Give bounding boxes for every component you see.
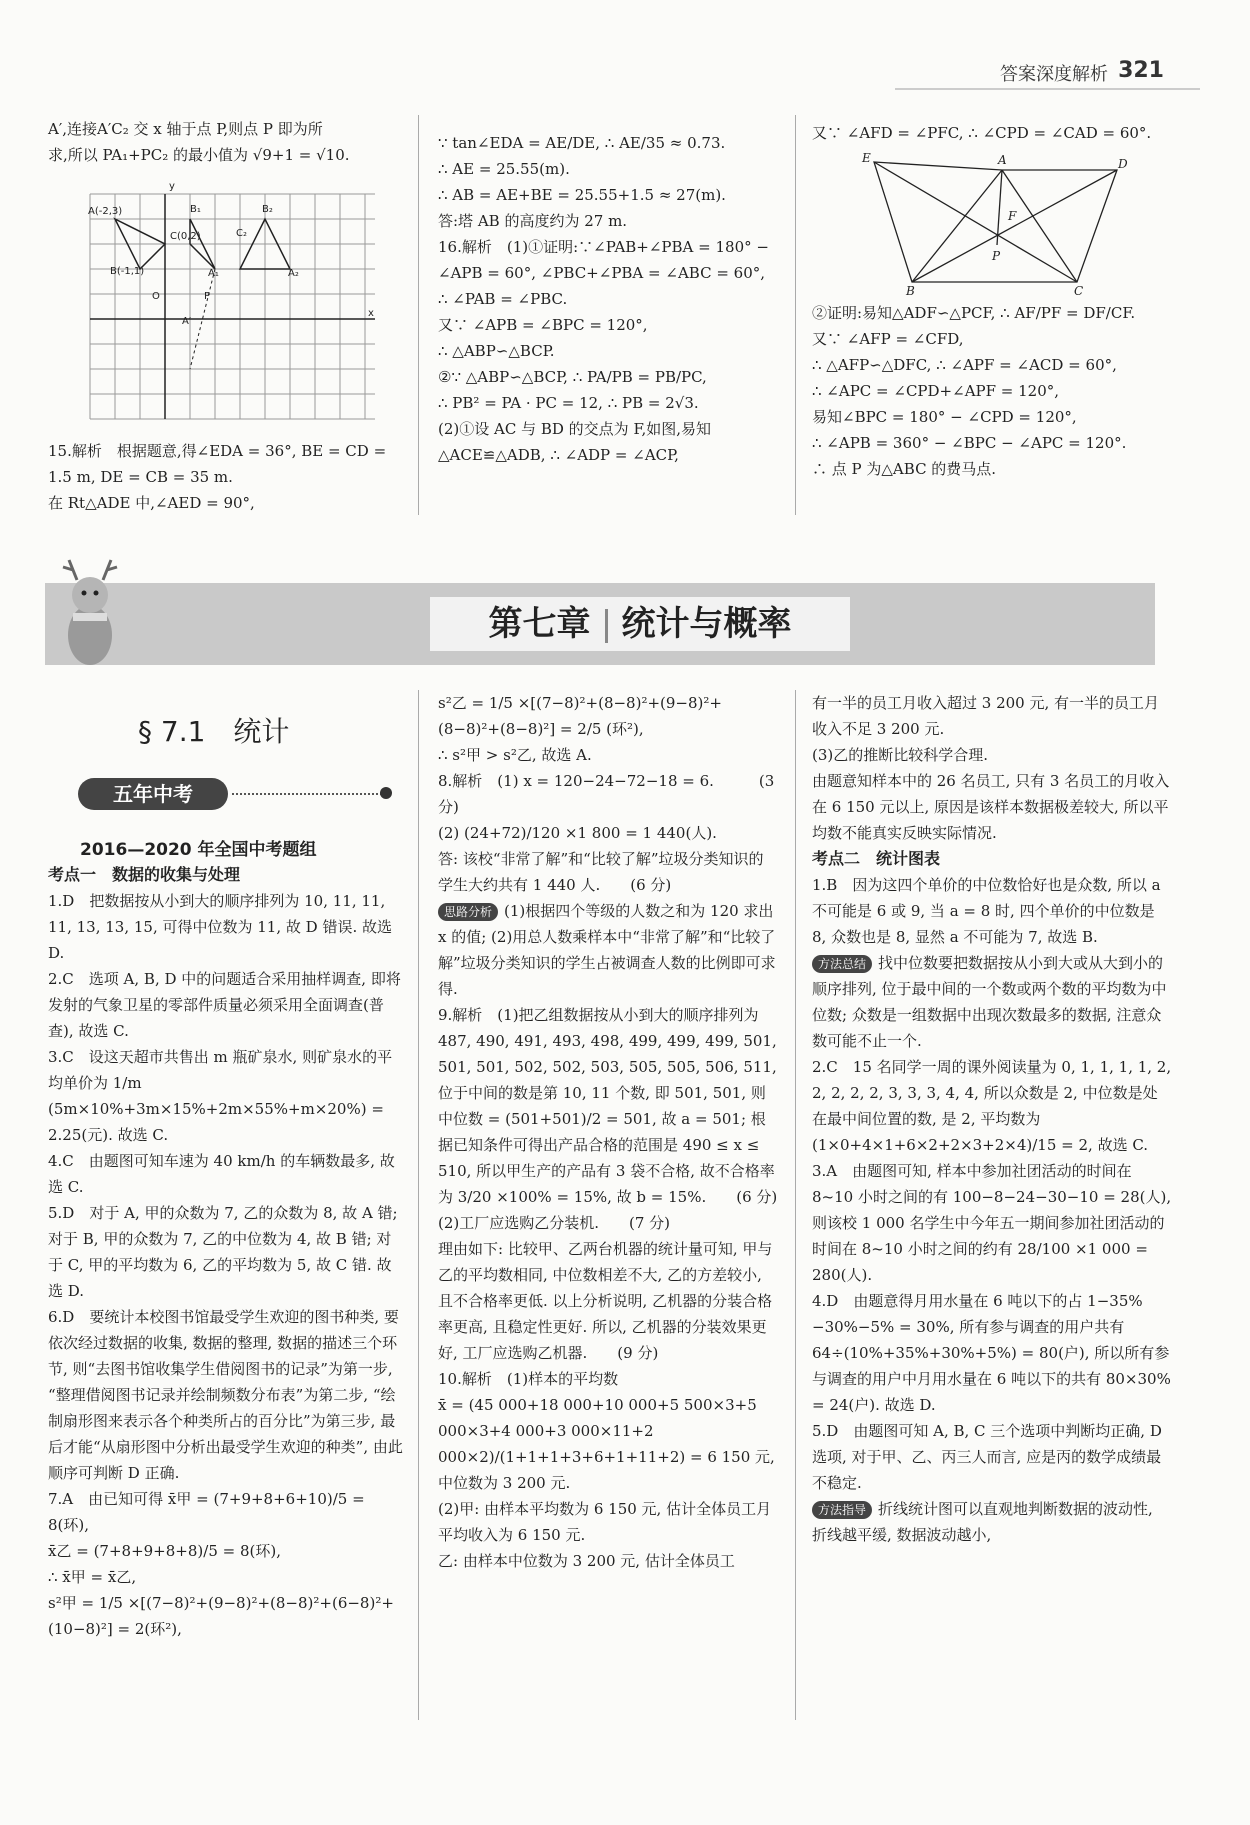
text-line: ∴ 点 P 为△ABC 的费马点.: [812, 460, 997, 478]
answer-text: 1.D 把数据按从小到大的顺序排列为 10, 11, 11, 11, 13, 13, 15, 可得中位数为 11, 故 D 错误. 故选 D.: [48, 892, 397, 962]
text-line: ∴ AE = 25.55(m).: [438, 160, 570, 178]
answer-text: 折线统计图可以直观地判断数据的波动性, 折线越平缓, 数据波动越小,: [812, 1500, 1158, 1544]
answer-paragraph: [812, 742, 1172, 768]
fig2-label: E: [862, 151, 871, 165]
text-line: 易知∠BPC = 180° − ∠CPD = 120°,: [812, 408, 1077, 426]
answer-text: 1.B 因为这四个单价的中位数恰好也是众数, 所以 a 不可能是 6 或 9, 当 a = 8 时, 四个单价的中位数是 8, 众数也是 8, 显然 a 不可能为 7, 故选 B.: [812, 876, 1166, 946]
answer-paragraph: [438, 768, 778, 820]
answer-text: 乙: 由样本中位数为 3 200 元, 估计全体员工: [438, 1552, 735, 1570]
deer-mascot-icon: [55, 555, 125, 670]
answer-text: 有一半的员工月收入超过 3 200 元, 有一半的员工月收入不足 3 200 元.: [812, 694, 1160, 738]
page-number: 321: [1118, 58, 1164, 83]
coordinate-grid-figure: [88, 181, 375, 419]
answer-text: (2)甲: 由样本平均数为 6 150 元, 估计全体员工月平均收入为 6 150 元.: [438, 1500, 772, 1544]
fig2-label: A: [998, 153, 1007, 167]
note-tag: 方法总结: [812, 955, 872, 973]
text-line: (2)①设 AC 与 BD 的交点为 F,如图,易知: [438, 420, 712, 438]
note-tag: 方法指导: [812, 1501, 872, 1519]
chapter-label: 第七章: [488, 604, 591, 644]
answer-text: 5.D 对于 A, 甲的众数为 7, 乙的众数为 8, 故 A 错; 对于 B, 甲的众数为 7, 乙的中位数为 4, 故 B 错; 对于 C, 甲的平均数为 6, 乙的平均数为 5, 故 C 错. 故选 D.: [48, 1204, 403, 1300]
text-line: ∴ △ABP∽△BCP.: [438, 342, 555, 360]
exam-group-title: 2016—2020 年全国中考题组: [80, 840, 317, 860]
answer-text: (1)根据四个等级的人数之和为 120 求出 x 的值; (2)用总人数乘样本中“非常了解”和“比较了解”垃圾分类知识的学生占被调查人数的比例即可求得.: [438, 902, 779, 998]
answer-paragraph: [48, 1590, 403, 1642]
answer-paragraph: [438, 1002, 782, 1210]
top-column-3: [812, 120, 1172, 146]
answer-text: 3.C 设这天超市共售出 m 瓶矿泉水, 则矿泉水的平均单价为 1/m (5m×10%+3m×15%+2m×55%+m×20%) = 2.25(元). 故选 C.: [48, 1048, 393, 1144]
fig1-label: x: [368, 308, 374, 319]
answer-text: 5.D 由题图可知 A, B, C 三个选项中判断均正确, D 选项, 对于甲、乙、丙三人而言, 应是丙的数学成绩最不稳定.: [812, 1422, 1167, 1492]
answer-paragraph: [48, 1044, 403, 1148]
five-year-exam-badge: 五年中考: [78, 778, 228, 810]
bottom-column-2: [438, 690, 782, 1574]
text-line: ②证明:易知△ADF∽△PCF, ∴ AF/PF = DF/CF.: [812, 304, 1136, 322]
answer-paragraph: [812, 950, 1172, 1054]
fig2-label: D: [1118, 157, 1128, 171]
fig2-label: P: [992, 249, 1001, 263]
answer-paragraph: [812, 768, 1172, 846]
title-separator: [605, 609, 608, 643]
text-line: ∠APB = 60°, ∠PBC+∠PBA = ∠ABC = 60°,: [438, 264, 766, 282]
text-line: ∴ ∠PAB = ∠PBC.: [438, 290, 568, 308]
answer-text: 4.D 由题意得月用水量在 6 吨以下的占 1−35%−30%−5% = 30%, 所有参与调查的用户共有 64÷(10%+35%+30%+5%) = 80(户), 所以所有参与调查的用户中月用水量在 6 吨以下的共有 80×30% = 24(户). 故选 D.: [812, 1292, 1176, 1414]
text-line: 15.解析 根据题意,得∠EDA = 36°, BE = CD =: [48, 442, 387, 460]
answer-text: ∴ s²甲 > s²乙, 故选 A.: [438, 746, 592, 764]
header-rule: [895, 88, 1200, 90]
note-tag: 思路分析: [438, 903, 498, 921]
fig1-label: A(-2,3): [88, 206, 123, 217]
answer-paragraph: [48, 1304, 403, 1486]
fig1-label: C(0,2): [170, 231, 201, 242]
answer-text: s²乙 = 1/5 ×[(7−8)²+(8−8)²+(9−8)²+(8−8)²+(8−8)²] = 2/5 (环²),: [438, 694, 722, 738]
answer-paragraph: [48, 1564, 403, 1590]
text-line: ∵ tan∠EDA = AE/DE, ∴ AE/35 ≈ 0.73.: [438, 134, 726, 152]
answer-text: (2)工厂应选购乙分装机. (7 分): [438, 1214, 671, 1232]
text-line: A′,连接A′C₂ 交 x 轴于点 P,则点 P 即为所: [48, 120, 323, 138]
fig2-label: C: [1074, 284, 1084, 298]
fig1-label: B₂: [262, 204, 273, 215]
answer-paragraph: [812, 1054, 1176, 1158]
fig1-label: O: [152, 291, 160, 302]
answer-paragraph: [48, 888, 403, 966]
text-line: 1.5 m, DE = CB = 35 m.: [48, 468, 233, 486]
answer-text: 7.A 由已知可得 x̄甲 = (7+9+8+6+10)/5 = 8(环),: [48, 1490, 370, 1534]
answer-text: 答: 该校“非常了解”和“比较了解”垃圾分类知识的学生大约共有 1 440 人. (6 分): [438, 850, 764, 894]
answer-paragraph: [438, 1548, 778, 1574]
answer-paragraph: [438, 1496, 778, 1548]
text-line: ∴ △AFP∽△DFC, ∴ ∠APF = ∠ACD = 60°,: [812, 356, 1117, 374]
bottom-column-1: [48, 862, 403, 1642]
badge-dotted-line: [232, 793, 382, 795]
answer-text: x̄ = (45 000+18 000+10 000+5 500×3+5 000×3+4 000+3 000×11+2 000×2)/(1+1+1+3+6+1+11+2) = 6 150 元, 中位数为 3 200 元.: [438, 1396, 780, 1492]
fig2-label: F: [1008, 209, 1017, 223]
answer-paragraph: [812, 1418, 1172, 1496]
section-title: § 7.1 统计: [138, 715, 290, 748]
answer-text: 10.解析 (1)样本的平均数: [438, 1370, 619, 1388]
text-line: ②∵ △ABP∽△BCP, ∴ PA/PB = PB/PC,: [438, 368, 707, 386]
text-line: ∴ ∠APC = ∠CPD+∠APF = 120°,: [812, 382, 1060, 400]
answer-paragraph: [812, 690, 1172, 742]
fig1-label: A₁: [208, 268, 219, 279]
chapter-name: 统计与概率: [621, 604, 792, 644]
answer-paragraph: [812, 1158, 1176, 1288]
answer-paragraph: [812, 1496, 1172, 1548]
topic-heading: 考点一 数据的收集与处理: [48, 865, 241, 884]
fig1-label: B₁: [190, 204, 201, 215]
answer-paragraph: [438, 820, 778, 846]
answer-paragraph: [438, 1366, 778, 1392]
chapter-banner: [45, 583, 1155, 665]
text-line: 答:塔 AB 的高度约为 27 m.: [438, 212, 628, 230]
answer-paragraph: [48, 1486, 403, 1538]
fermat-point-figure: [862, 150, 1128, 298]
answer-text: 3.A 由题图可知, 样本中参加社团活动的时间在 8~10 小时之间的有 100−8−24−30−10 = 28(人), 则该校 1 000 名学生中今年五一期间参加社团活动的时间在 8~10 小时之间的约有 28/100 ×1 000 = 280(人).: [812, 1162, 1176, 1284]
text-line: 又∵ ∠AFP = ∠CFD,: [812, 330, 964, 348]
text-line: 求,所以 PA₁+PC₂ 的最小值为 √9+1 = √10.: [48, 146, 350, 164]
answer-paragraph: [438, 690, 778, 742]
header-title: 答案深度解析: [1000, 64, 1108, 85]
answer-text: 4.C 由题图可知车速为 40 km/h 的车辆数最多, 故选 C.: [48, 1152, 395, 1196]
answer-paragraph: [48, 1148, 403, 1200]
text-line: △ACE≌△ADB, ∴ ∠ADP = ∠ACP,: [438, 446, 679, 464]
answer-paragraph: [438, 898, 778, 1002]
answer-text: 2.C 15 名同学一周的课外阅读量为 0, 1, 1, 1, 1, 2, 2, 2, 2, 2, 3, 3, 3, 4, 4, 所以众数是 2, 中位数是处在最中间位置的数, 是 2, 平均数为 (1×0+4×1+6×2+2×3+2×4)/15 = 2, 故选 C.: [812, 1058, 1176, 1154]
fig1-label: C₂: [236, 228, 247, 239]
answer-text: 6.D 要统计本校图书馆最受学生欢迎的图书种类, 要依次经过数据的收集, 数据的整理, 数据的描述三个环节, 则“去图书馆收集学生借阅图书的记录”为第一步, “整理借阅图书记录并绘制频数分布表”为第二步, “绘制扇形图来表示各个种类所占的百分比”为第三步, 最后才能“从扇形图中分析出最受学生欢迎的种类”, 由此顺序可判断 D 正确.: [48, 1308, 403, 1482]
fig2-label: B: [906, 284, 915, 298]
text-line: 16.解析 (1)①证明:∵∠PAB+∠PBA = 180° −: [438, 238, 769, 256]
top-column-2: [438, 130, 778, 468]
answer-text: x̄乙 = (7+8+9+8+8)/5 = 8(环),: [48, 1542, 281, 1560]
fig1-label: B(-1,1): [110, 266, 145, 277]
top-column-1: [48, 116, 403, 168]
fig1-label: y: [169, 181, 175, 192]
answer-paragraph: [438, 1236, 778, 1366]
answer-paragraph: [438, 1392, 778, 1496]
answer-text: 9.解析 (1)把乙组数据按从小到大的顺序排列为 487, 490, 491, 493, 498, 499, 499, 499, 501, 501, 501, 502, 502, 503, 505, 505, 506, 511, 位于中间的数是第 10, 11 个数, 即 501, 501, 则中位数 = (501+501)/2 = 501, 故 a = 501; 根据已知条件可得出产品合格的范围是 490 ≤ x ≤ 510, 所以甲生产的产品有 3 袋不合格, 故不合格率为 3/20 ×100% = 15%, 故 b = 15%. (6 分): [438, 1006, 782, 1206]
answer-text: 由题意知样本中的 26 名员工, 只有 3 名员工的月收入在 6 150 元以上, 原因是该样本数据极差较大, 所以平均数不能真实反映实际情况.: [812, 772, 1170, 842]
text-line: ∴ PB² = PA · PC = 12, ∴ PB = 2√3.: [438, 394, 699, 412]
answer-paragraph: [812, 872, 1172, 950]
page-header: [0, 0, 1250, 92]
text-line: 又∵ ∠AFD = ∠PFC, ∴ ∠CPD = ∠CAD = 60°.: [812, 124, 1152, 142]
fig1-label: A′: [182, 316, 192, 327]
answer-text: s²甲 = 1/5 ×[(7−8)²+(9−8)²+(8−8)²+(6−8)²+(10−8)²] = 2(环²),: [48, 1594, 394, 1638]
answer-text: (3)乙的推断比较科学合理.: [812, 746, 989, 764]
top-column-1-continued: [48, 438, 403, 516]
fig1-label: A₂: [288, 268, 299, 279]
answer-paragraph: [812, 1288, 1176, 1418]
top-column-3-continued: [812, 300, 1172, 482]
answer-paragraph: [48, 1200, 403, 1304]
answer-text: (2) (24+72)/120 ×1 800 = 1 440(人).: [438, 824, 717, 842]
fig1-label: P: [204, 291, 211, 302]
answer-paragraph: [438, 1210, 778, 1236]
answer-paragraph: [48, 966, 403, 1044]
column-divider: [418, 690, 419, 1720]
answer-paragraph: [438, 742, 778, 768]
answer-text: 理由如下: 比较甲、乙两台机器的统计量可知, 甲与乙的平均数相同, 中位数相差不大, 乙的方差较小, 且不合格率更低. 以上分析说明, 乙机器的分装合格率更高, 且稳定性更好. 所以, 乙机器的分装效果更好, 工厂应选购乙机器. (9 分): [438, 1240, 773, 1362]
chapter-title: [430, 597, 850, 651]
badge-dot-end: [380, 787, 392, 799]
column-divider: [795, 690, 796, 1720]
column-divider: [795, 115, 796, 515]
answer-paragraph: [48, 1538, 403, 1564]
answer-text: 2.C 选项 A, B, D 中的问题适合采用抽样调查, 即将发射的气象卫星的零部件质量必须采用全面调查(普查), 故选 C.: [48, 970, 401, 1040]
text-line: 在 Rt△ADE 中,∠AED = 90°,: [48, 494, 255, 512]
answer-text: ∴ x̄甲 = x̄乙,: [48, 1568, 137, 1586]
text-line: ∴ ∠APB = 360° − ∠BPC − ∠APC = 120°.: [812, 434, 1127, 452]
text-line: ∴ AB = AE+BE = 25.55+1.5 ≈ 27(m).: [438, 186, 726, 204]
bottom-column-3: [812, 690, 1176, 1548]
topic-heading: 考点二 统计图表: [812, 849, 941, 868]
answer-text: 8.解析 (1) x = 120−24−72−18 = 6. (3 分): [438, 772, 780, 816]
column-divider: [418, 115, 419, 515]
answer-text: 找中位数要把数据按从小到大或从大到小的顺序排列, 位于最中间的一个数或两个数的平均数为中位数; 众数是一组数据中出现次数最多的数据, 注意众数可能不止一个.: [812, 954, 1167, 1050]
answer-paragraph: [438, 846, 778, 898]
text-line: 又∵ ∠APB = ∠BPC = 120°,: [438, 316, 648, 334]
